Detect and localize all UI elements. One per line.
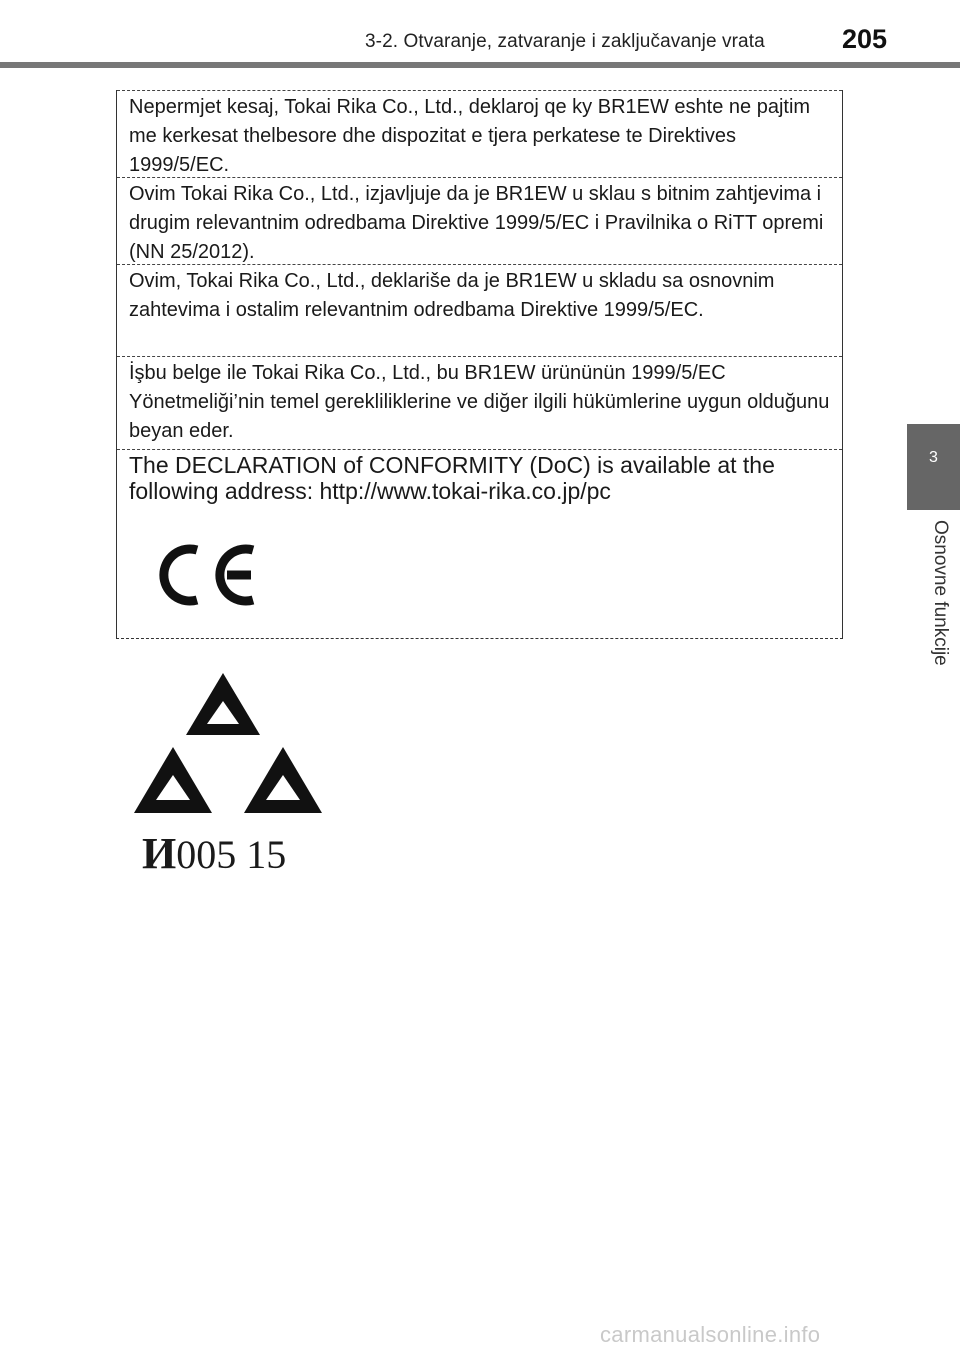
header-divider: [0, 62, 960, 68]
declaration-albanian: Nepermjet kesaj, Tokai Rika Co., Ltd., deklaroj qe ky BR1EW eshte ne pajtim me kerkesat thelbesore dhe dispozitat e tjera perkatese te Direktives 1999/5/EC.: [117, 90, 842, 177]
page-number: 205: [842, 24, 888, 54]
chapter-label: Osnovne funkcije: [930, 520, 951, 666]
declaration-serbian: Ovim, Tokai Rika Co., Ltd., deklariše da je BR1EW u skladu sa osnovnim zahtevima i ostalim relevantnim odredbama Direktive 1999/5/EC.: [117, 264, 842, 356]
section-title: 3-2. Otvaranje, zatvaranje i zaključavanje vrata: [365, 31, 765, 52]
approval-code: [142, 828, 286, 879]
ce-mark-icon: [153, 538, 263, 612]
declaration-box: [116, 90, 843, 639]
watermark: carmanualsonline.info: [600, 1322, 821, 1347]
triangle-symbol-icon: [120, 665, 340, 830]
chapter-tab[interactable]: [907, 424, 960, 510]
declaration-turkish: İşbu belge ile Tokai Rika Co., Ltd., bu BR1EW ürününün 1999/5/EC Yönetmeliği’nin temel gerekliliklerine ve diğer ilgili hükümlerine uygun olduğunu beyan eder.: [117, 356, 842, 449]
declaration-doc-address: The DECLARATION of CONFORMITY (DoC) is available at the following address: http://www.tokai-rika.co.jp/pc: [117, 449, 842, 538]
approval-number: 005 15: [176, 832, 287, 877]
chapter-number: 3: [929, 449, 938, 466]
approval-mark: [120, 665, 360, 880]
declaration-croatian: Ovim Tokai Rika Co., Ltd., izjavljuje da je BR1EW u sklau s bitnim zahtjevima i drugim relevantnim odredbama Direktive 1999/5/EC i Pravilnika o RiTT opremi (NN 25/2012).: [117, 177, 842, 264]
approval-prefix: И: [142, 829, 177, 878]
page-header: [0, 0, 960, 70]
